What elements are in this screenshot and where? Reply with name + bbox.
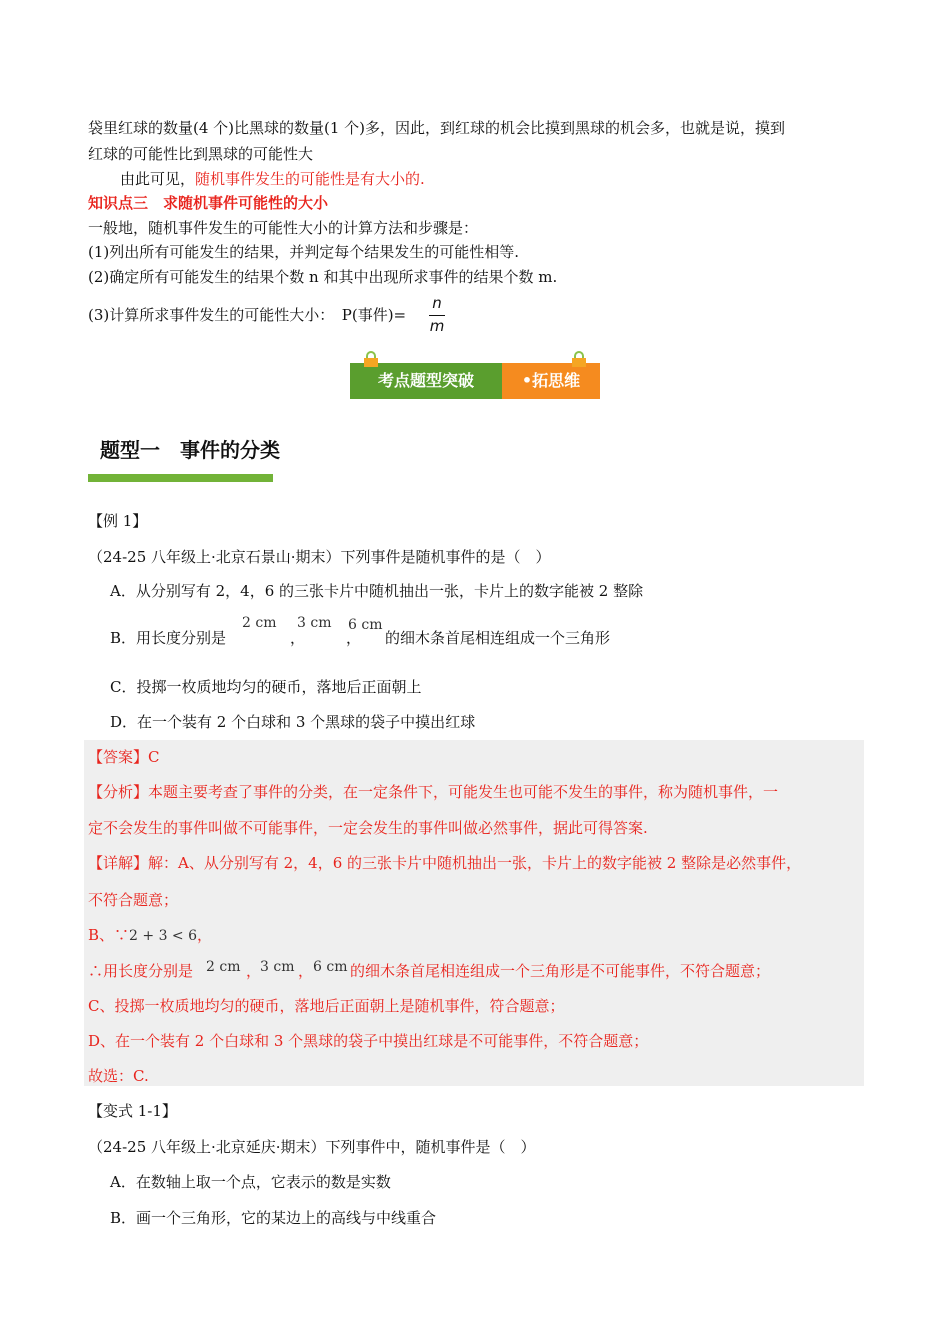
- intro-line-3-prefix: 由此可见，: [120, 170, 196, 188]
- step-1: (1)列出所有可能发生的结果，并判定每个结果发生的可能性相等.: [88, 243, 520, 261]
- option-c: C．投掷一枚质地均匀的硬币，落地后正面朝上: [110, 678, 422, 696]
- detail-b-prefix: B、∵: [88, 926, 130, 944]
- analysis-line-1: 【分析】本题主要考查了事件的分类，在一定条件下，可能发生也可能不发生的事件，称为随机事件，一: [88, 783, 779, 801]
- fraction-denominator: m: [429, 317, 445, 335]
- step-2: (2)确定所有可能发生的结果个数 n 和其中出现所求事件的结果个数 m.: [88, 268, 558, 286]
- section-title: 题型一 事件的分类: [100, 438, 280, 462]
- knowledge-point-3-title: 知识点三 求随机事件可能性的大小: [88, 194, 329, 212]
- step-3: (3)计算所求事件发生的可能性大小： P(事件)=: [88, 306, 407, 324]
- option-b-separator: ，: [290, 629, 306, 647]
- therefore-measure-2: 3 cm: [260, 959, 295, 975]
- example-label: 【例 1】: [88, 512, 148, 530]
- section-underline: [88, 474, 273, 482]
- banner-right: •拓思维: [502, 363, 600, 399]
- variant-question: （24-25 八年级上·北京延庆·期末）下列事件中，随机事件是（ ）: [88, 1138, 536, 1156]
- banner-left: 考点题型突破: [350, 363, 502, 399]
- intro-line-1: 袋里红球的数量(4 个)比黑球的数量(1 个)多，因此，到红球的机会比摸到黑球的机会多，也就是说，摸到: [88, 119, 786, 137]
- therefore-prefix: ∴用长度分别是: [88, 962, 194, 980]
- therefore-measure-1: 2 cm: [206, 959, 241, 975]
- intro-line-3-highlight: 随机事件发生的可能性是有大小的.: [195, 170, 425, 188]
- variant-option-b: B．画一个三角形，它的某边上的高线与中线重合: [110, 1209, 437, 1227]
- option-b-suffix: 的细木条首尾相连组成一个三角形: [385, 629, 611, 647]
- intro-line-3: [120, 169, 425, 189]
- analysis-line-2: 定不会发生的事件叫做不可能事件，一定会发生的事件叫做必然事件，据此可得答案.: [88, 819, 648, 837]
- detail-b-line: [88, 925, 212, 946]
- variant-option-a: A．在数轴上取一个点，它表示的数是实数: [110, 1173, 391, 1191]
- choose-line: 故选：C.: [88, 1067, 149, 1085]
- therefore-suffix: 的细木条首尾相连组成一个三角形是不可能事件，不符合题意；: [350, 962, 771, 980]
- detail-b-suffix: ，: [197, 926, 213, 944]
- paper-clip-icon: [364, 351, 378, 367]
- therefore-measure-3: 6 cm: [313, 959, 348, 975]
- option-d: D．在一个装有 2 个白球和 3 个黑球的袋子中摸出红球: [110, 713, 476, 731]
- paper-clip-icon: [572, 351, 586, 367]
- fraction-bar: [429, 315, 445, 316]
- detail-d-line: D、在一个装有 2 个白球和 3 个黑球的袋子中摸出红球是不可能事件，不符合题意；: [88, 1032, 649, 1050]
- option-b-measure-1: 2 cm: [242, 615, 277, 631]
- option-b-prefix: B．用长度分别是: [110, 629, 227, 647]
- option-b-measure-3: 6 cm: [348, 617, 383, 633]
- example-question: （24-25 八年级上·北京石景山·期末）下列事件是随机事件的是（ ）: [88, 548, 551, 566]
- knowledge-point-3-desc: 一般地，随机事件发生的可能性大小的计算方法和步骤是：: [88, 219, 479, 237]
- therefore-separator: ，: [298, 962, 314, 980]
- therefore-separator: ，: [246, 962, 262, 980]
- intro-line-2: 红球的可能性比到黑球的可能性大: [88, 145, 314, 163]
- detail-line-1: 【详解】解：A、从分别写有 2，4，6 的三张卡片中随机抽出一张，卡片上的数字能被 2 整除是必然事件，: [88, 854, 802, 872]
- option-a: A．从分别写有 2，4，6 的三张卡片中随机抽出一张，卡片上的数字能被 2 整除: [110, 582, 644, 600]
- section-banner: [350, 355, 600, 399]
- detail-c-line: C、投掷一枚质地均匀的硬币，落地后正面朝上是随机事件，符合题意；: [88, 997, 565, 1015]
- answer-line: 【答案】C: [88, 748, 160, 766]
- fraction-numerator: n: [432, 294, 442, 312]
- variant-label: 【变式 1-1】: [88, 1102, 177, 1120]
- option-b-measure-2: 3 cm: [297, 615, 332, 631]
- detail-b-math: 2 + 3 < 6: [129, 928, 198, 944]
- detail-line-2: 不符合题意；: [88, 891, 179, 909]
- option-b-separator: ，: [346, 629, 362, 647]
